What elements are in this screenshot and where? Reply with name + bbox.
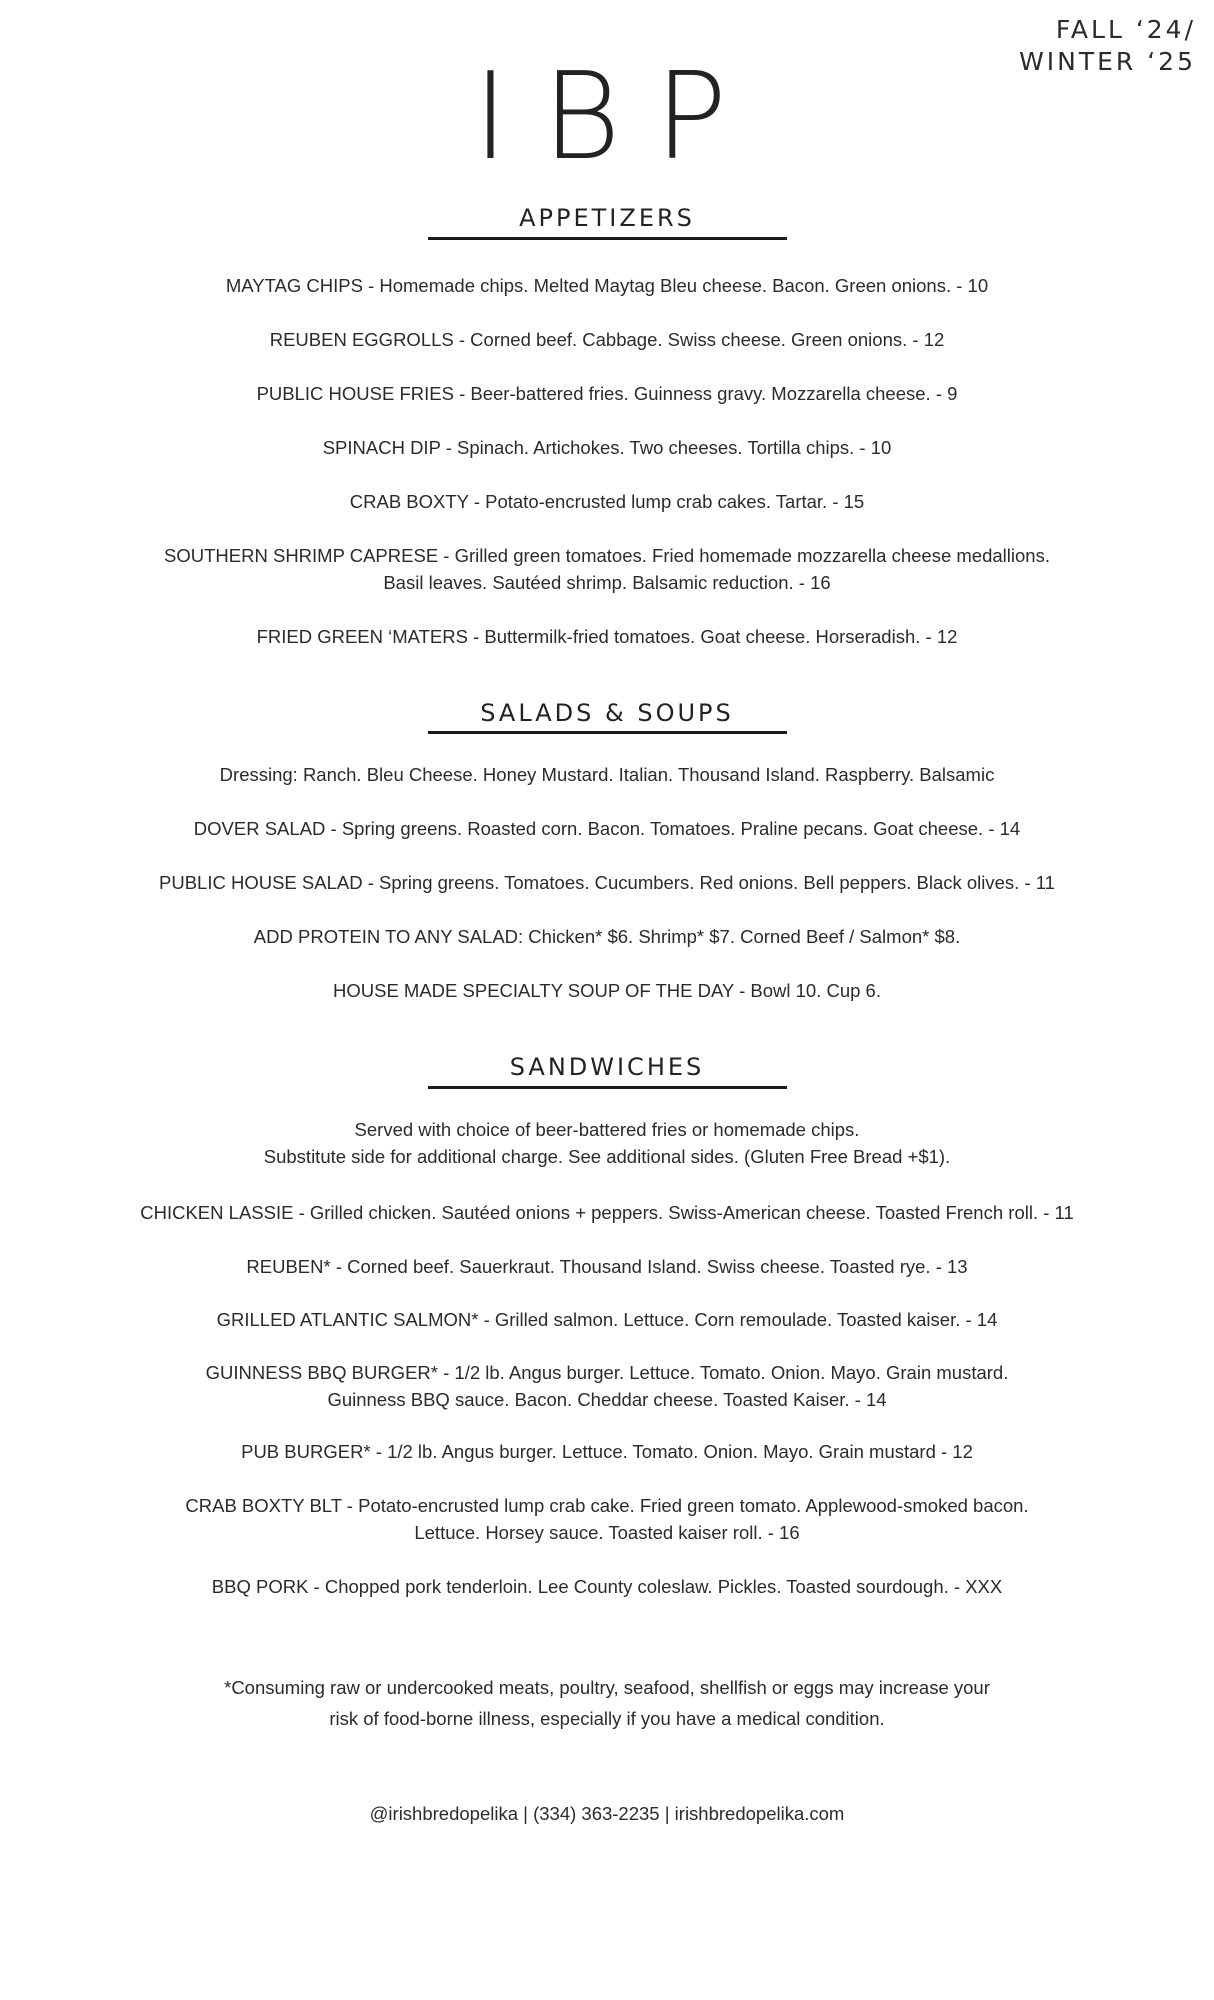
- menu-item-spinach-dip: SPINACH DIP - Spinach. Artichokes. Two cheeses. Tortilla chips. - 10: [322, 437, 892, 458]
- menu-item-line: GUINNESS BBQ BURGER* - 1/2 lb. Angus burger. Lettuce. Tomato. Onion. Mayo. Grain mustard.: [205, 1362, 1009, 1383]
- menu-item-southern-shrimp-caprese: [0, 542, 1214, 596]
- sandwiches-divider: [428, 1086, 787, 1089]
- menu-item-bbq-pork: BBQ PORK - Chopped pork tenderloin. Lee County coleslaw. Pickles. Toasted sourdough. - XXX: [211, 1576, 1003, 1597]
- sandwiches-intro: [0, 1116, 1214, 1170]
- disclaimer-line: *Consuming raw or undercooked meats, poultry, seafood, shellfish or eggs may increase your: [224, 1677, 990, 1698]
- menu-item-soup-of-the-day: HOUSE MADE SPECIALTY SOUP OF THE DAY - Bowl 10. Cup 6.: [333, 980, 881, 1001]
- menu-item-pub-burger: PUB BURGER* - 1/2 lb. Angus burger. Lettuce. Tomato. Onion. Mayo. Grain mustard - 12: [241, 1441, 973, 1462]
- salads-soups-heading: SALADS & SOUPS: [480, 699, 734, 727]
- menu-item-guinness-bbq-burger: [0, 1359, 1214, 1413]
- menu-item-dover-salad: DOVER SALAD - Spring greens. Roasted corn. Bacon. Tomatoes. Praline pecans. Goat cheese. - 14: [193, 818, 1021, 839]
- restaurant-logo: IBP: [472, 48, 762, 187]
- salads-soups-divider: [428, 731, 787, 734]
- appetizers-heading: APPETIZERS: [519, 204, 695, 232]
- menu-item-maytag-chips: MAYTAG CHIPS - Homemade chips. Melted Maytag Bleu cheese. Bacon. Green onions. - 10: [225, 275, 989, 296]
- sandwiches-intro-line: Substitute side for additional charge. See additional sides. (Gluten Free Bread +$1).: [263, 1146, 951, 1167]
- menu-item-line: Basil leaves. Sautéed shrimp. Balsamic reduction. - 16: [383, 572, 831, 593]
- menu-item-line: Lettuce. Horsey sauce. Toasted kaiser roll. - 16: [414, 1522, 800, 1543]
- menu-item-crab-boxty-blt: [0, 1492, 1214, 1546]
- add-protein-note: ADD PROTEIN TO ANY SALAD: Chicken* $6. Shrimp* $7. Corned Beef / Salmon* $8.: [253, 926, 961, 947]
- menu-item-grilled-atlantic-salmon: GRILLED ATLANTIC SALMON* - Grilled salmon. Lettuce. Corn remoulade. Toasted kaiser. - 14: [216, 1309, 998, 1330]
- menu-item-public-house-fries: PUBLIC HOUSE FRIES - Beer-battered fries. Guinness gravy. Mozzarella cheese. - 9: [256, 383, 958, 404]
- menu-item-line: Guinness BBQ sauce. Bacon. Cheddar cheese. Toasted Kaiser. - 14: [327, 1389, 887, 1410]
- sandwiches-heading: SANDWICHES: [509, 1053, 705, 1081]
- season-line-1: FALL ‘24/: [1055, 15, 1196, 44]
- menu-item-reuben: REUBEN* - Corned beef. Sauerkraut. Thousand Island. Swiss cheese. Toasted rye. - 13: [246, 1256, 968, 1277]
- menu-item-crab-boxty: CRAB BOXTY - Potato-encrusted lump crab cakes. Tartar. - 15: [349, 491, 865, 512]
- dressing-options: Dressing: Ranch. Bleu Cheese. Honey Mustard. Italian. Thousand Island. Raspberry. Balsamic: [219, 764, 995, 785]
- menu-item-reuben-eggrolls: REUBEN EGGROLLS - Corned beef. Cabbage. Swiss cheese. Green onions. - 12: [269, 329, 945, 350]
- sandwiches-intro-line: Served with choice of beer-battered fries or homemade chips.: [354, 1119, 860, 1140]
- disclaimer-line: risk of food-borne illness, especially if you have a medical condition.: [329, 1708, 885, 1729]
- season-line-2: WINTER ‘25: [1019, 47, 1196, 76]
- menu-item-fried-green-maters: FRIED GREEN ‘MATERS - Buttermilk-fried tomatoes. Goat cheese. Horseradish. - 12: [256, 626, 958, 647]
- food-safety-disclaimer: [0, 1672, 1214, 1734]
- menu-item-line: CRAB BOXTY BLT - Potato-encrusted lump crab cake. Fried green tomato. Applewood-smoked bacon.: [185, 1495, 1029, 1516]
- contact-footer: @irishbredopelika | (334) 363-2235 | irishbredopelika.com: [369, 1803, 845, 1824]
- menu-item-public-house-salad: PUBLIC HOUSE SALAD - Spring greens. Tomatoes. Cucumbers. Red onions. Bell peppers. Black olives. - 11: [159, 872, 1055, 893]
- menu-item-chicken-lassie: CHICKEN LASSIE - Grilled chicken. Sautéed onions + peppers. Swiss-American cheese. Toasted French roll. - 11: [140, 1202, 1074, 1223]
- appetizers-divider: [428, 237, 787, 240]
- menu-item-line: SOUTHERN SHRIMP CAPRESE - Grilled green tomatoes. Fried homemade mozzarella cheese medallions.: [164, 545, 1050, 566]
